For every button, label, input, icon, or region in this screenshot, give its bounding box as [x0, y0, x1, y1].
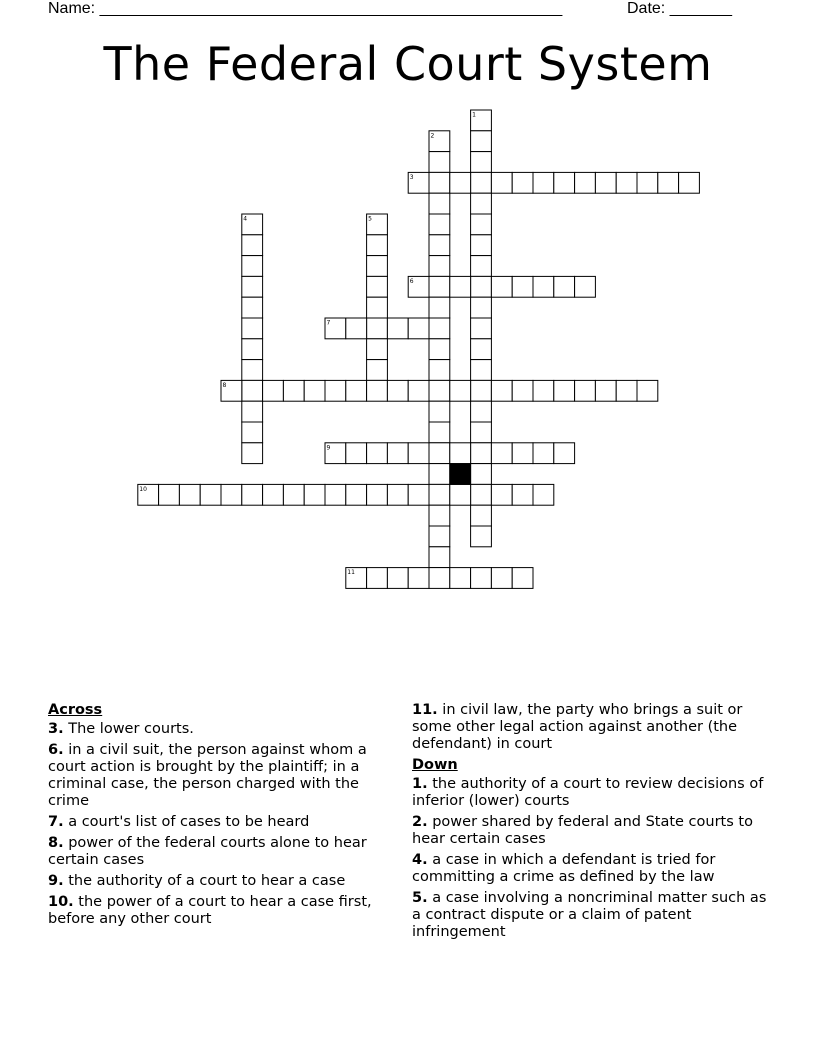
- grid-cell[interactable]: [471, 505, 492, 526]
- clue-number: 10.: [48, 894, 74, 910]
- grid-cell[interactable]: [450, 380, 471, 401]
- grid-cell[interactable]: [512, 172, 533, 193]
- grid-cell[interactable]: [491, 484, 512, 505]
- grid-cell[interactable]: [575, 380, 596, 401]
- grid-cell[interactable]: [471, 568, 492, 589]
- across-clue: [48, 721, 403, 738]
- grid-cell[interactable]: [429, 380, 450, 401]
- grid-clue-number: 8: [222, 381, 227, 389]
- across-clue: [48, 873, 403, 890]
- grid-clue-number: 6: [409, 277, 414, 285]
- grid-cell[interactable]: [242, 318, 263, 339]
- grid-cell[interactable]: [471, 443, 492, 464]
- across-clue: [412, 702, 768, 753]
- across-clue-list: [48, 721, 403, 928]
- grid-cell[interactable]: [429, 360, 450, 381]
- down-heading: Down: [412, 757, 458, 773]
- grid-cell[interactable]: [575, 172, 596, 193]
- grid-cell[interactable]: [637, 380, 658, 401]
- grid-cell[interactable]: [325, 484, 346, 505]
- grid-cell[interactable]: [346, 443, 367, 464]
- grid-cell[interactable]: [387, 380, 408, 401]
- grid-cell[interactable]: [471, 318, 492, 339]
- grid-clue-number: 1: [472, 111, 476, 119]
- grid-cell[interactable]: [471, 235, 492, 256]
- grid-cell[interactable]: [533, 484, 554, 505]
- grid-clue-number: 7: [326, 319, 331, 327]
- grid-cell[interactable]: [159, 484, 180, 505]
- grid-cell[interactable]: [450, 172, 471, 193]
- grid-cell[interactable]: [325, 380, 346, 401]
- grid-cell[interactable]: [367, 339, 388, 360]
- clue-text: the power of a court to hear a case first, before any other court: [48, 894, 372, 927]
- grid-cell[interactable]: [533, 276, 554, 297]
- grid-cell[interactable]: [512, 276, 533, 297]
- grid-cell[interactable]: [242, 380, 263, 401]
- name-field-label[interactable]: Name: ____________________________________________________: [48, 0, 563, 17]
- grid-clue-number: 10: [139, 485, 147, 493]
- grid-clue-number: 3: [409, 173, 414, 181]
- grid-clue-number: 2: [430, 132, 435, 140]
- grid-cell[interactable]: [595, 172, 616, 193]
- grid-cell[interactable]: [471, 214, 492, 235]
- grid-cell[interactable]: [408, 484, 429, 505]
- grid-cell[interactable]: [242, 339, 263, 360]
- down-clue: [412, 814, 768, 848]
- grid-cell[interactable]: [408, 380, 429, 401]
- clue-text: a case in which a defendant is tried for committing a crime as defined by the law: [412, 852, 716, 885]
- clue-text: the authority of a court to hear a case: [63, 873, 346, 889]
- grid-cell[interactable]: [471, 131, 492, 152]
- grid-cell[interactable]: [367, 318, 388, 339]
- grid-cell[interactable]: [533, 443, 554, 464]
- page-title: The Federal Court System: [103, 37, 713, 91]
- grid-cell[interactable]: [471, 360, 492, 381]
- down-clue: [412, 852, 768, 886]
- down-clue: [412, 776, 768, 810]
- date-field-label[interactable]: Date: _______: [627, 0, 732, 17]
- grid-clue-number: 4: [243, 215, 248, 223]
- clue-number: 6.: [48, 742, 64, 758]
- grid-cell[interactable]: [512, 380, 533, 401]
- grid-cell[interactable]: [387, 318, 408, 339]
- clue-number: 1.: [412, 776, 428, 792]
- grid-cell[interactable]: [512, 484, 533, 505]
- grid-cell[interactable]: [429, 172, 450, 193]
- grid-cell[interactable]: [387, 568, 408, 589]
- clue-text: the authority of a court to review decisions of inferior (lower) courts: [412, 776, 764, 809]
- grid-cell[interactable]: [450, 484, 471, 505]
- grid-cell[interactable]: [471, 484, 492, 505]
- grid-cell[interactable]: [283, 484, 304, 505]
- clue-text: in a civil suit, the person against whom a court action is brought by the plaintiff; in a criminal case, the person charged with the crime: [48, 742, 367, 809]
- grid-cell[interactable]: [491, 568, 512, 589]
- clue-text: power of the federal courts alone to hear certain cases: [48, 835, 367, 868]
- grid-cell[interactable]: [429, 526, 450, 547]
- grid-block-cell: [450, 464, 471, 485]
- grid-clue-number: 9: [326, 444, 331, 452]
- grid-cell[interactable]: [429, 235, 450, 256]
- grid-cell[interactable]: [637, 172, 658, 193]
- grid-cell[interactable]: [491, 380, 512, 401]
- grid-cell[interactable]: [575, 276, 596, 297]
- grid-cell[interactable]: [616, 380, 637, 401]
- grid-cell[interactable]: [450, 443, 471, 464]
- clue-number: 5.: [412, 890, 428, 906]
- grid-cell[interactable]: [367, 256, 388, 277]
- grid-cell[interactable]: [471, 464, 492, 485]
- grid-clue-number: 5: [368, 215, 372, 223]
- grid-cell[interactable]: [221, 484, 242, 505]
- clues-column-right: [412, 702, 768, 945]
- grid-cell[interactable]: [304, 484, 325, 505]
- grid-cell[interactable]: [429, 401, 450, 422]
- clue-number: 8.: [48, 835, 64, 851]
- grid-cell[interactable]: [491, 276, 512, 297]
- grid-cell[interactable]: [471, 526, 492, 547]
- clue-number: 3.: [48, 721, 64, 737]
- clue-text: The lower courts.: [63, 721, 194, 737]
- grid-cell[interactable]: [554, 276, 575, 297]
- grid-cell[interactable]: [367, 568, 388, 589]
- grid-cell[interactable]: [242, 256, 263, 277]
- across-heading: Across: [48, 702, 103, 718]
- clue-text: a case involving a noncriminal matter such as a contract dispute or a claim of patent infringement: [412, 890, 767, 940]
- grid-cell[interactable]: [679, 172, 700, 193]
- across-clue: [48, 835, 403, 869]
- clue-text: a court's list of cases to be heard: [63, 814, 310, 830]
- grid-cell[interactable]: [429, 484, 450, 505]
- grid-cell[interactable]: [242, 235, 263, 256]
- grid-cell[interactable]: [200, 484, 221, 505]
- grid-clue-number: 11: [347, 569, 355, 577]
- grid-cell[interactable]: [367, 443, 388, 464]
- grid-cell[interactable]: [450, 568, 471, 589]
- grid-cell[interactable]: [429, 297, 450, 318]
- grid-cell[interactable]: [179, 484, 200, 505]
- grid-cell[interactable]: [242, 484, 263, 505]
- grid-cell[interactable]: [471, 152, 492, 173]
- grid-cell[interactable]: [554, 443, 575, 464]
- grid-cell[interactable]: [408, 568, 429, 589]
- grid-cell[interactable]: [387, 484, 408, 505]
- grid-cell[interactable]: [554, 172, 575, 193]
- down-clue: [412, 890, 768, 941]
- grid-cell[interactable]: [242, 360, 263, 381]
- grid-cell[interactable]: [491, 172, 512, 193]
- grid-cell[interactable]: [471, 401, 492, 422]
- grid-cell[interactable]: [429, 214, 450, 235]
- grid-cell[interactable]: [408, 318, 429, 339]
- grid-cell[interactable]: [304, 380, 325, 401]
- grid-cell[interactable]: [242, 297, 263, 318]
- across-clue: [48, 894, 403, 928]
- grid-cell[interactable]: [533, 380, 554, 401]
- grid-cell[interactable]: [242, 276, 263, 297]
- grid-cell[interactable]: [512, 443, 533, 464]
- grid-cell[interactable]: [346, 318, 367, 339]
- grid-cell[interactable]: [512, 568, 533, 589]
- clue-number: 9.: [48, 873, 64, 889]
- grid-cell[interactable]: [429, 152, 450, 173]
- grid-cell[interactable]: [429, 443, 450, 464]
- grid-cell[interactable]: [450, 276, 471, 297]
- grid-cell[interactable]: [429, 193, 450, 214]
- grid-cell[interactable]: [429, 276, 450, 297]
- grid-cell[interactable]: [367, 276, 388, 297]
- grid-cell[interactable]: [263, 484, 284, 505]
- grid-cell[interactable]: [616, 172, 637, 193]
- grid-cell[interactable]: [471, 276, 492, 297]
- grid-cell[interactable]: [554, 380, 575, 401]
- grid-cell[interactable]: [595, 380, 616, 401]
- clue-text: in civil law, the party who brings a suit or some other legal action against another (the defendant) in court: [412, 702, 743, 752]
- grid-cell[interactable]: [367, 297, 388, 318]
- grid-cell[interactable]: [471, 422, 492, 443]
- grid-cell[interactable]: [471, 256, 492, 277]
- clue-number: 4.: [412, 852, 428, 868]
- grid-cell[interactable]: [471, 193, 492, 214]
- clue-number: 2.: [412, 814, 428, 830]
- grid-cell[interactable]: [429, 547, 450, 568]
- grid-cell[interactable]: [429, 318, 450, 339]
- grid-cell[interactable]: [367, 235, 388, 256]
- grid-cell[interactable]: [367, 484, 388, 505]
- grid-cell[interactable]: [471, 172, 492, 193]
- grid-cell[interactable]: [429, 256, 450, 277]
- grid-cell[interactable]: [491, 443, 512, 464]
- down-clue-list: [412, 776, 768, 941]
- grid-cell[interactable]: [346, 484, 367, 505]
- grid-cell[interactable]: [429, 339, 450, 360]
- across-clue: [48, 742, 403, 810]
- clue-number: 7.: [48, 814, 64, 830]
- clue-text: power shared by federal and State courts to hear certain cases: [412, 814, 753, 847]
- grid-cell[interactable]: [471, 339, 492, 360]
- grid-cell[interactable]: [387, 443, 408, 464]
- grid-cell[interactable]: [242, 401, 263, 422]
- grid-cell[interactable]: [283, 380, 304, 401]
- grid-cell[interactable]: [429, 568, 450, 589]
- grid-cell[interactable]: [658, 172, 679, 193]
- clue-number: 11.: [412, 702, 438, 718]
- grid-cell[interactable]: [429, 464, 450, 485]
- grid-cell[interactable]: [242, 443, 263, 464]
- grid-cell[interactable]: [263, 380, 284, 401]
- grid-cell[interactable]: [533, 172, 554, 193]
- grid-cell[interactable]: [346, 380, 367, 401]
- grid-cell[interactable]: [429, 422, 450, 443]
- grid-cell[interactable]: [429, 505, 450, 526]
- grid-cell[interactable]: [242, 422, 263, 443]
- grid-cell[interactable]: [367, 360, 388, 381]
- across-clue: [48, 814, 403, 831]
- grid-cell[interactable]: [408, 443, 429, 464]
- grid-cell[interactable]: [471, 297, 492, 318]
- across-clue-list-continued: [412, 702, 768, 753]
- grid-cell[interactable]: [471, 380, 492, 401]
- grid-cell[interactable]: [367, 380, 388, 401]
- clues-column-left: [48, 702, 403, 932]
